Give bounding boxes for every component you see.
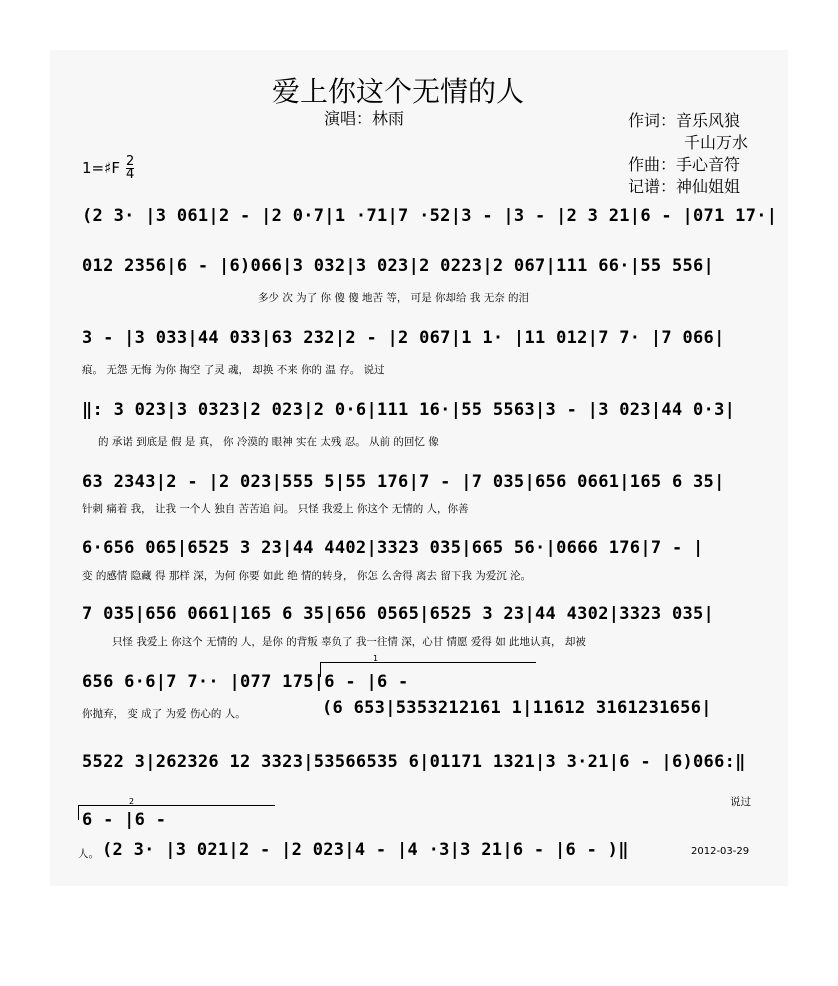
- notation-line: 656 6·6|7 7·· |077 175|6 - |6 -: [82, 672, 409, 692]
- notation-line: ‖: 3 023|3 0323|2 023|2 0·6|111 16·|55 5563|3 - |3 023|44 0·3|: [82, 400, 736, 420]
- notation-line: (2 3· |3 061|2 - |2 0·7|1 ·71|7 ·52|3 - |3 - |2 3 21|6 - |071 17·|: [82, 206, 778, 226]
- lyric-line: 只怪 我爱上 你这个 无情的 人，是你 的背叛 辜负了 我一往情 深，心甘 情愿 爱得 如 此地认真， 却被: [112, 636, 586, 648]
- transcription-date: 2012-03-29: [691, 846, 750, 857]
- lyric-line: 痕。 无怨 无悔 为你 掏空 了灵 魂， 却换 不来 你的 温 存。 说过: [82, 364, 385, 376]
- lyricist-credit: 作词：音乐风狼: [628, 111, 741, 130]
- lyricist-credit-second: 千山万水: [684, 133, 749, 152]
- lyric-line: 变 的感情 隐藏 得 那样 深，为何 你要 如此 绝 情的转身， 你怎 么舍得 离去 留下我 为爱沉 沦。: [82, 570, 532, 582]
- song-title: 爱上你这个无情的人: [272, 75, 525, 108]
- notation-line: 012 2356|6 - |6)066|3 032|3 023|2 0223|2 067|111 66·|55 556|: [82, 256, 715, 276]
- lyric-line: 针刺 痛着 我， 让我 一个人 独自 苦苦追 问。 只怪 我爱上 你这个 无情的 人，你善: [82, 503, 469, 515]
- notation-line: 6 - |6 -: [82, 810, 167, 830]
- notation-line: 7 035|656 0661|165 6 35|656 0565|6525 3 23|44 4302|3323 035|: [82, 604, 715, 624]
- lyric-line: 你抛弃， 变 成了 为爱 伤心的 人。: [82, 708, 246, 720]
- notation-line: (2 3· |3 021|2 - |2 023|4 - |4 ·3|3 21|6 - |6 - )‖: [102, 840, 629, 860]
- key-signature: [82, 156, 134, 181]
- lyric-line: 说过: [730, 796, 751, 808]
- second-ending-number: 2: [129, 797, 135, 806]
- composer-credit: 作曲：手心音符: [628, 155, 741, 174]
- singer-credit: 演唱：林雨: [324, 109, 405, 128]
- key-text: 1=♯F: [82, 159, 120, 177]
- notation-line: 3 - |3 033|44 033|63 232|2 - |2 067|1 1· |11 012|7 7· |7 066|: [82, 328, 725, 348]
- notation-line: 6·656 065|6525 3 23|44 4402|3323 035|665 56·|0666 176|7 - |: [82, 538, 704, 558]
- transcriber-credit: 记谱：神仙姐姐: [628, 177, 741, 196]
- lyric-line: 的 承诺 到底是 假 是 真， 你 冷漠的 眼神 实在 太残 忍。 从前 的回忆 像: [98, 436, 439, 448]
- lyric-line: 人。: [78, 848, 99, 860]
- score-sheet: [50, 50, 788, 886]
- notation-line: (6 653|5353212161 1|11612 3161231656|: [322, 698, 712, 718]
- lyric-line: 多少 次 为了 你 傻 傻 地苦 等， 可是 你却给 我 无奈 的泪: [258, 292, 530, 304]
- time-top: 2: [126, 154, 135, 169]
- time-signature: [126, 156, 134, 181]
- first-ending-number: 1: [373, 654, 379, 663]
- notation-line: 5522 3|262326 12 3323|53566535 6|01171 1321|3 3·21|6 - |6)066:‖: [82, 752, 746, 772]
- time-bottom: 4: [126, 167, 135, 182]
- notation-line: 63 2343|2 - |2 023|555 5|55 176|7 - |7 035|656 0661|165 6 35|: [82, 472, 725, 492]
